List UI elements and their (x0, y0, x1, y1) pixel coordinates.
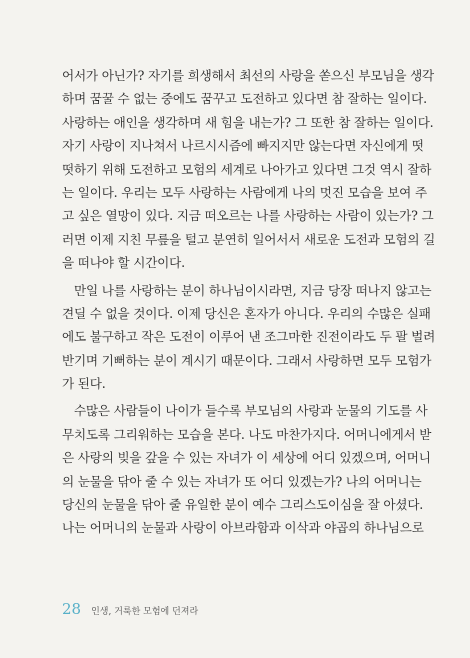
text-line: 을 떠나야 할 시간이다. (62, 255, 185, 271)
text-line: 무치도록 그리워하는 모습을 본다. 나도 마찬가지다. 어머니에게서 받 (62, 426, 432, 442)
text-line: 반기며 기뻐하는 분이 계시기 때문이다. 그래서 사랑하면 모두 모험가 (62, 352, 432, 368)
text-line: 러면 이제 지친 무릎을 털고 분연히 일어서서 새로운 도전과 모험의 길 (62, 231, 436, 247)
text-line: 나는 어머니의 눈물과 사랑이 아브라함과 이삭과 야곱의 하나님으로 (62, 520, 424, 536)
text-line: 하며 꿈꿀 수 없는 중에도 꿈꾸고 도전하고 있다면 참 잘하는 일이다. (62, 91, 427, 107)
text-line: 가 된다. (62, 376, 106, 392)
page-number: 28 (62, 600, 82, 618)
text-line: 떳하기 위해 도전하고 모험의 세계로 나아가고 있다면 그것 역시 잘하 (62, 161, 432, 177)
page-footer (62, 600, 198, 618)
text-line: 고 싶은 열망이 있다. 지금 떠오르는 나를 사랑하는 사람이 있는가? 그 (62, 208, 434, 224)
paragraph (62, 399, 432, 539)
running-title: 인생, 거룩한 모험에 던져라 (91, 607, 199, 617)
text-line: 은 사랑의 빚을 갚을 수 있는 자녀가 이 세상에 어디 있겠으며, 어머니 (62, 450, 431, 466)
text-line: 만일 나를 사랑하는 분이 하나님이시라면, 지금 당장 떠나지 않고는 (74, 282, 432, 298)
text-line: 에도 불구하고 작은 도전이 이루어 낸 조그마한 진전이라도 두 팔 벌려 (62, 329, 436, 345)
text-line: 자기 사랑이 지나쳐서 나르시시즘에 빠지지만 않는다면 자신에게 떳 (62, 138, 424, 154)
body-text (62, 64, 436, 540)
text-line: 의 눈물을 닦아 줄 수 있는 자녀가 또 어디 있겠는가? 나의 어머니는 (62, 473, 422, 489)
text-line: 는 일이다. 우리는 모두 사랑하는 사람에게 나의 멋진 모습을 보여 주 (62, 184, 427, 200)
text-line: 견딜 수 없을 것이다. 이제 당신은 혼자가 아니다. 우리의 수많은 실패 (62, 305, 431, 321)
paragraph (62, 279, 436, 396)
text-line: 사랑하는 애인을 생각하며 새 힘을 내는가? 그 또한 참 잘하는 일이다. (62, 114, 434, 130)
text-line: 어서가 아닌가? 자기를 희생해서 최선의 사랑을 쏟으신 부모님을 생각 (62, 68, 435, 83)
text-line: 수많은 사람들이 나이가 들수록 부모님의 사랑과 눈물의 기도를 사 (74, 403, 428, 419)
paragraph (62, 64, 436, 275)
text-line: 당신의 눈물을 닦아 줄 유일한 분이 예수 그리스도이심을 잘 아셨다. (62, 497, 424, 513)
